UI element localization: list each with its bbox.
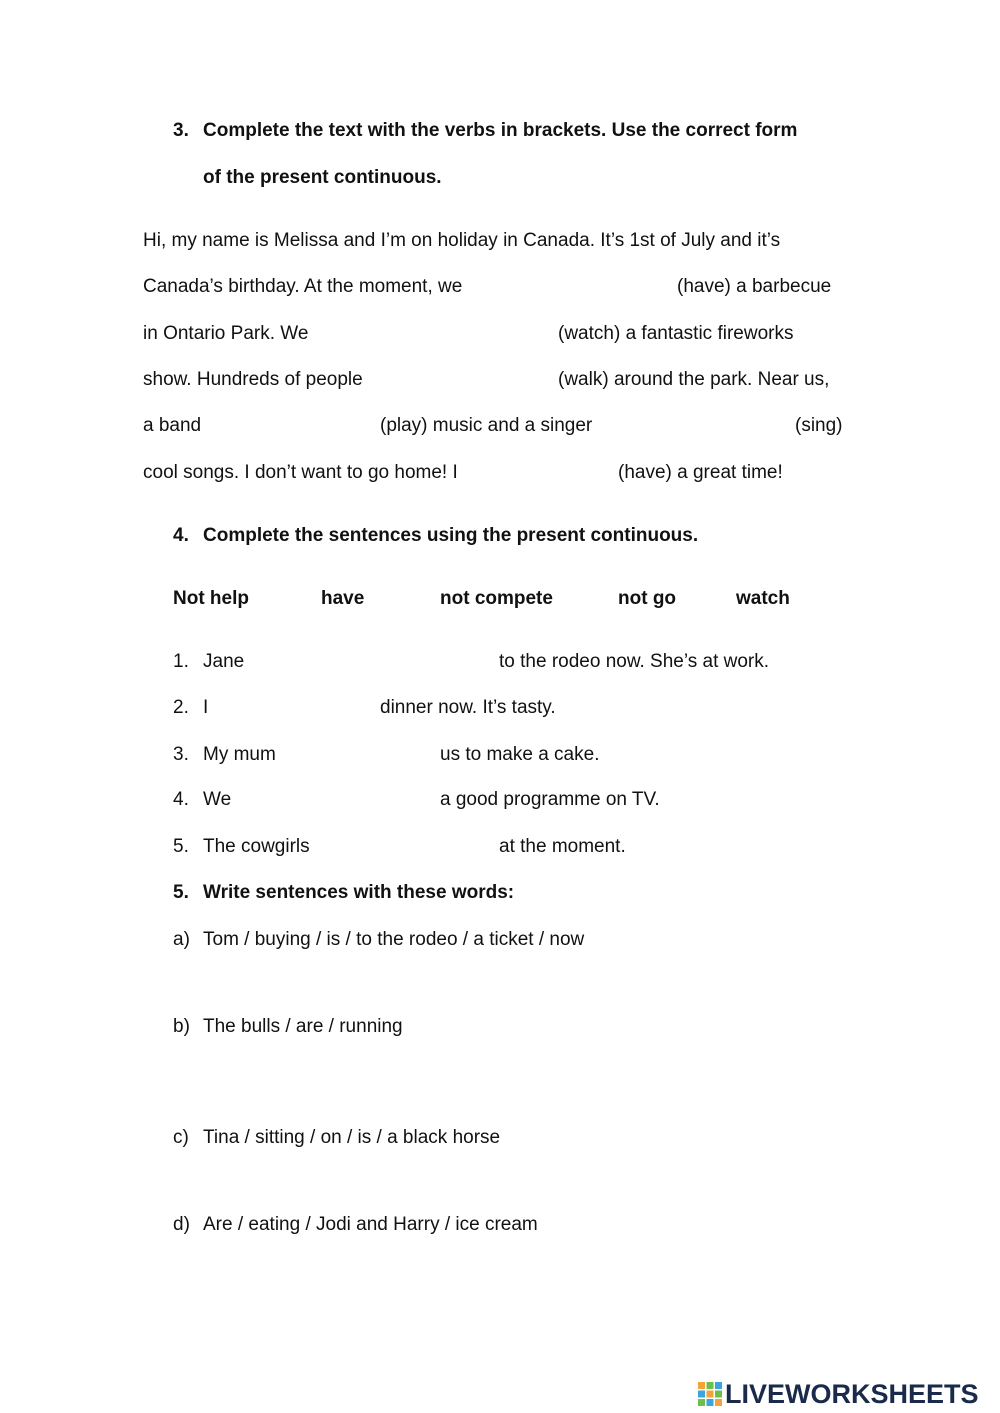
- exercise5-item-text: Are / eating / Jodi and Harry / ice cream: [203, 1214, 538, 1235]
- exercise3-text-line2b: (have) a barbecue: [677, 276, 832, 297]
- word-bank-item: Not help: [173, 588, 249, 609]
- exercise3-text-line4a: show. Hundreds of people: [143, 369, 363, 390]
- exercise4-item-number: 5.: [173, 836, 189, 857]
- exercise4-item-end: us to make a cake.: [440, 744, 600, 765]
- exercise3-text-line6b: (have) a great time!: [618, 462, 783, 483]
- exercise4-item-end: dinner now. It’s tasty.: [380, 697, 556, 718]
- exercise3-number: 3.: [173, 120, 189, 141]
- exercise3-text-line3b: (watch) a fantastic fireworks: [558, 323, 794, 344]
- exercise5-item: [173, 1128, 500, 1147]
- exercise5-item-label: d): [173, 1214, 190, 1235]
- exercise4-item-number: 1.: [173, 651, 189, 672]
- brand-text: LIVEWORKSHEETS: [725, 1378, 979, 1409]
- word-bank-item: have: [321, 588, 365, 609]
- exercise4-item: [173, 790, 231, 809]
- exercise4-item-end: at the moment.: [499, 836, 626, 857]
- word-bank-item: not go: [618, 588, 677, 609]
- exercise3-instruction-line1: Complete the text with the verbs in brackets. Use the correct form: [203, 120, 798, 141]
- exercise3-text-line5c: (sing): [795, 415, 843, 436]
- liveworksheets-logo-icon: [697, 1381, 723, 1407]
- exercise3-text-line5b: (play) music and a singer: [380, 415, 593, 436]
- exercise3-text-line6a: cool songs. I don’t want to go home! I: [143, 462, 458, 483]
- exercise5-item-label: a): [173, 929, 190, 950]
- exercise5-item-label: c): [173, 1127, 189, 1148]
- exercise4-item-start: I: [203, 697, 209, 718]
- exercise5-heading: [173, 883, 514, 902]
- exercise3-text-line3a: in Ontario Park. We: [143, 323, 309, 344]
- exercise4-instruction: Complete the sentences using the present continuous.: [203, 525, 699, 546]
- exercise3-text-line2a: Canada’s birthday. At the moment, we: [143, 276, 463, 297]
- word-bank-item: not compete: [440, 588, 553, 609]
- exercise4-heading: [173, 526, 698, 545]
- exercise3-heading: [173, 121, 797, 140]
- exercise3-text-line5a: a band: [143, 415, 202, 436]
- exercise5-instruction: Write sentences with these words:: [203, 882, 515, 903]
- exercise4-item-number: 3.: [173, 744, 189, 765]
- exercise4-item-end: to the rodeo now. She’s at work.: [499, 651, 770, 672]
- exercise4-item: [173, 745, 276, 764]
- word-bank-item: watch: [736, 588, 790, 609]
- exercise4-item-end: a good programme on TV.: [440, 789, 660, 810]
- exercise5-item: [173, 930, 584, 949]
- exercise4-item: [173, 652, 244, 671]
- exercise4-item-start: We: [203, 789, 232, 810]
- exercise5-item-text: Tom / buying / is / to the rodeo / a ticket / now: [203, 929, 585, 950]
- exercise3-text-line4b: (walk) around the park. Near us,: [558, 369, 830, 390]
- exercise3-instruction-line2: of the present continuous.: [203, 167, 442, 188]
- exercise4-number: 4.: [173, 525, 189, 546]
- exercise5-item-label: b): [173, 1016, 190, 1037]
- exercise4-item: [173, 698, 208, 717]
- exercise4-item: [173, 837, 310, 856]
- exercise5-item: [173, 1215, 538, 1234]
- liveworksheets-brand[interactable]: [697, 1378, 979, 1410]
- exercise5-item-text: The bulls / are / running: [203, 1016, 403, 1037]
- exercise5-item: [173, 1017, 403, 1036]
- exercise3-text-line1: Hi, my name is Melissa and I’m on holiday in Canada. It’s 1st of July and it’s: [143, 230, 781, 251]
- exercise4-item-start: Jane: [203, 651, 245, 672]
- exercise4-item-start: The cowgirls: [203, 836, 310, 857]
- exercise4-item-number: 4.: [173, 789, 189, 810]
- exercise4-item-start: My mum: [203, 744, 276, 765]
- exercise4-item-number: 2.: [173, 697, 189, 718]
- exercise5-item-text: Tina / sitting / on / is / a black horse: [203, 1127, 501, 1148]
- exercise5-number: 5.: [173, 882, 189, 903]
